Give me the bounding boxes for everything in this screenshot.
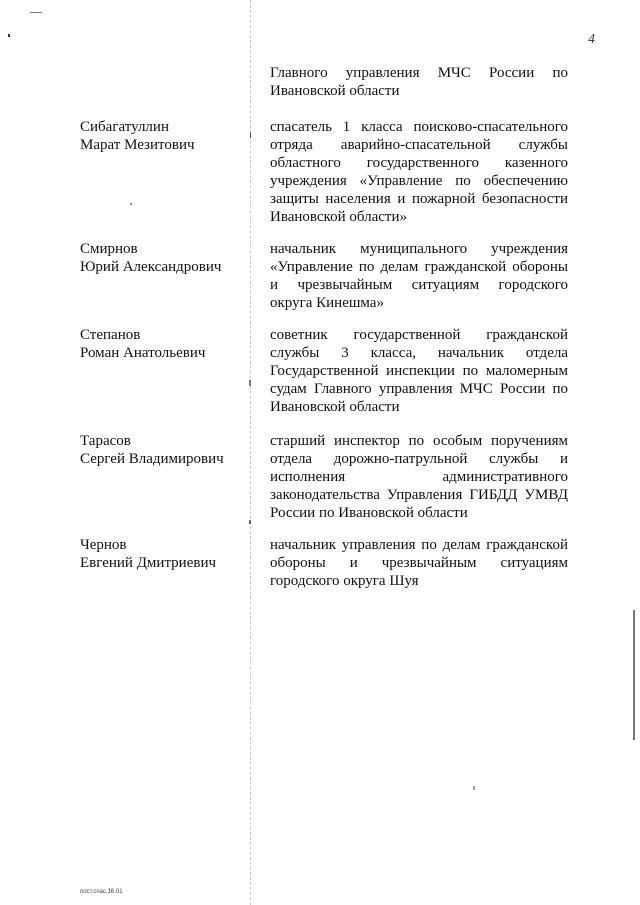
text-line: городского округа Шуя (270, 573, 419, 589)
scan-speck (250, 132, 251, 138)
scan-dot (8, 34, 10, 37)
position-description (270, 432, 568, 522)
person-name (80, 536, 250, 572)
surname: Тарасов (80, 433, 131, 449)
page-number: 4 (588, 32, 595, 47)
document-footer-code: пост.спас.16.01 (80, 889, 123, 895)
position-description (270, 536, 568, 590)
text-line: отдела дорожно-патрульной службы и (270, 451, 568, 467)
text-line: исполнения административного (270, 469, 568, 485)
text-line: отряда аварийно-спасательной службы (270, 137, 568, 153)
position-description (270, 240, 568, 312)
text-line: советник государственной гражданской (270, 327, 568, 343)
person-name (80, 326, 250, 362)
text-line: учреждения «Управление по обеспечению (270, 173, 568, 189)
text-line: Ивановской области (270, 399, 400, 415)
scan-edge-line (633, 610, 635, 740)
scan-speck (130, 203, 132, 205)
text-line: законодательства Управления ГИБДД УМВД (270, 487, 568, 503)
given-names: Сергей Владимирович (80, 451, 224, 467)
text-line: начальник муниципального учреждения (270, 241, 568, 257)
text-line: и чрезвычайным ситуациям городского (270, 277, 568, 293)
text-line: Государственной инспекции по маломерным (270, 363, 568, 379)
given-names: Евгений Дмитриевич (80, 555, 217, 571)
text-line: Ивановской области (270, 83, 400, 99)
text-line: России по Ивановской области (270, 505, 468, 521)
text-line: старший инспектор по особым поручениям (270, 433, 568, 449)
given-names: Юрий Александрович (80, 259, 222, 275)
text-line: Главного управления МЧС России по (270, 65, 568, 81)
text-line: округа Кинешма» (270, 295, 384, 311)
text-line: «Управление по делам гражданской обороны (270, 259, 568, 275)
surname: Степанов (80, 327, 141, 343)
scan-speck (249, 380, 251, 386)
surname: Смирнов (80, 241, 138, 257)
scan-speck (473, 786, 475, 790)
text-line: начальник управления по делам гражданской (270, 537, 568, 553)
scan-speck (249, 520, 251, 524)
person-name (80, 432, 250, 468)
surname: Чернов (80, 537, 127, 553)
given-names: Роман Анатольевич (80, 345, 206, 361)
text-line: защиты населения и пожарной безопасности (270, 191, 568, 207)
surname: Сибагатуллин (80, 119, 169, 135)
person-name (80, 240, 250, 276)
position-description (270, 118, 568, 226)
text-line: областного государственного казенного (270, 155, 568, 171)
scan-mark (30, 12, 42, 13)
text-line: спасатель 1 класса поисково-спасательного (270, 119, 568, 135)
text-line: службы 3 класса, начальник отдела (270, 345, 568, 361)
text-line: Ивановской области» (270, 209, 407, 225)
position-description (270, 326, 568, 416)
continuation-text (270, 64, 568, 100)
person-name (80, 118, 250, 154)
text-line: судам Главного управления МЧС России по (270, 381, 568, 397)
text-line: обороны и чрезвычайным ситуациям (270, 555, 568, 571)
given-names: Марат Мезитович (80, 137, 195, 153)
